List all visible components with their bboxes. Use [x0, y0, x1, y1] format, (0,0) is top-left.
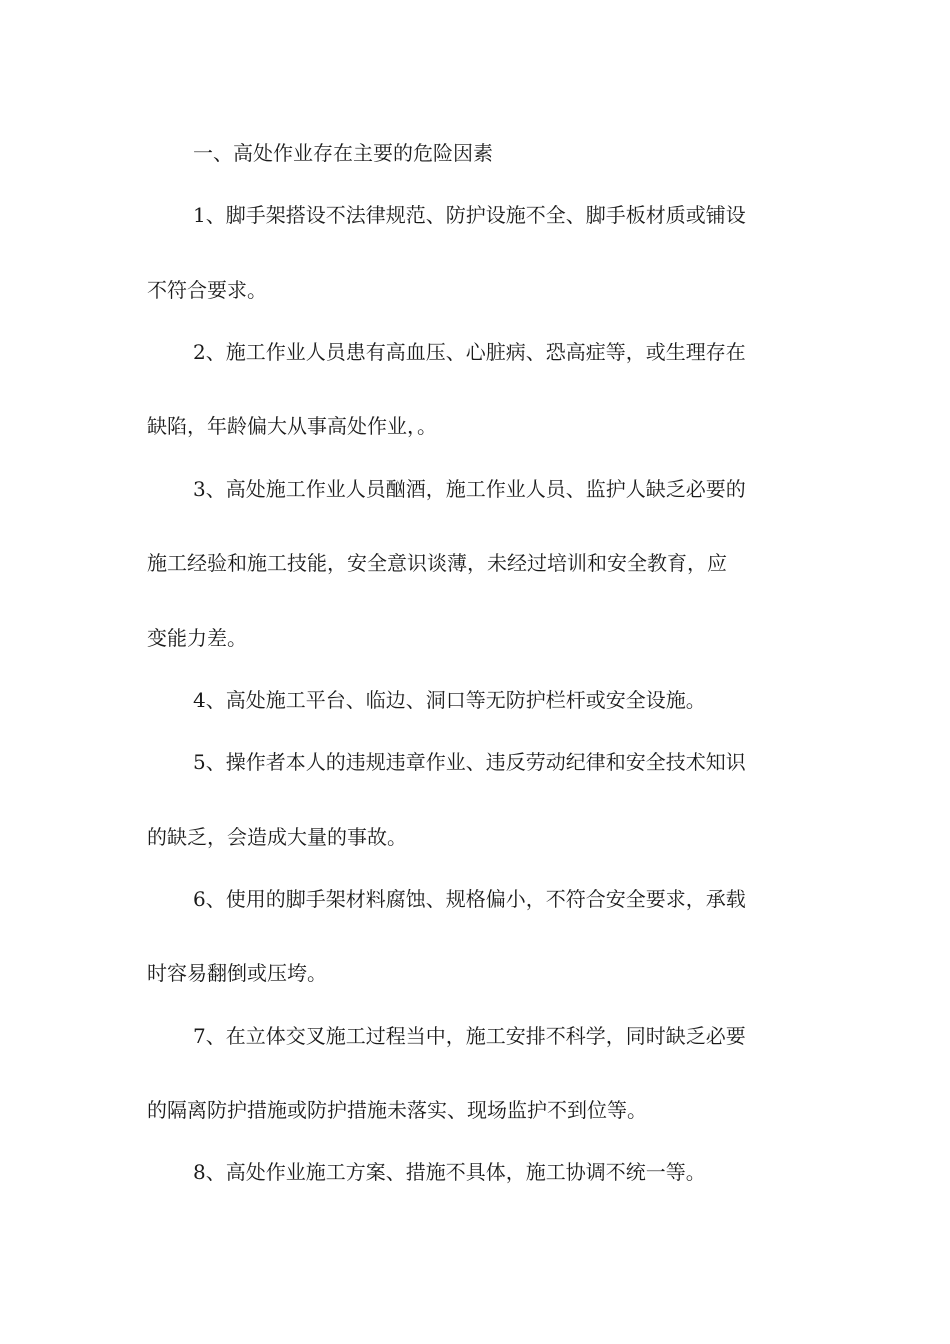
paragraph-line: 1、脚手架搭设不法律规范、防护设施不全、脚手板材质或铺设	[193, 203, 746, 227]
paragraph-line: 不符合要求。	[147, 278, 267, 302]
paragraph-line: 5、操作者本人的违规违章作业、违反劳动纪律和安全技术知识	[193, 750, 746, 774]
paragraph-line: 8、高处作业施工方案、措施不具体，施工协调不统一等。	[193, 1160, 706, 1184]
paragraph-line: 3、高处施工作业人员酗酒，施工作业人员、监护人缺乏必要的	[193, 477, 746, 501]
paragraph-line: 变能力差。	[147, 626, 247, 650]
paragraph-line: 缺陷，年龄偏大从事高处作业，。	[147, 414, 437, 438]
paragraph-line: 施工经验和施工技能，安全意识谈薄，未经过培训和安全教育，应	[147, 551, 727, 575]
paragraph-line: 4、高处施工平台、临边、洞口等无防护栏杆或安全设施。	[193, 688, 706, 712]
paragraph-line: 7、在立体交叉施工过程当中，施工安排不科学，同时缺乏必要	[193, 1024, 746, 1048]
paragraph-line: 时容易翻倒或压垮。	[147, 961, 327, 985]
section-heading: 一、高处作业存在主要的危险因素	[193, 141, 493, 165]
paragraph-line: 2、施工作业人员患有高血压、心脏病、恐高症等，或生理存在	[193, 340, 746, 364]
paragraph-line: 的缺乏，会造成大量的事故。	[147, 825, 407, 849]
paragraph-line: 6、使用的脚手架材料腐蚀、规格偏小，不符合安全要求，承载	[193, 887, 746, 911]
paragraph-line: 的隔离防护措施或防护措施未落实、现场监护不到位等。	[147, 1098, 647, 1122]
